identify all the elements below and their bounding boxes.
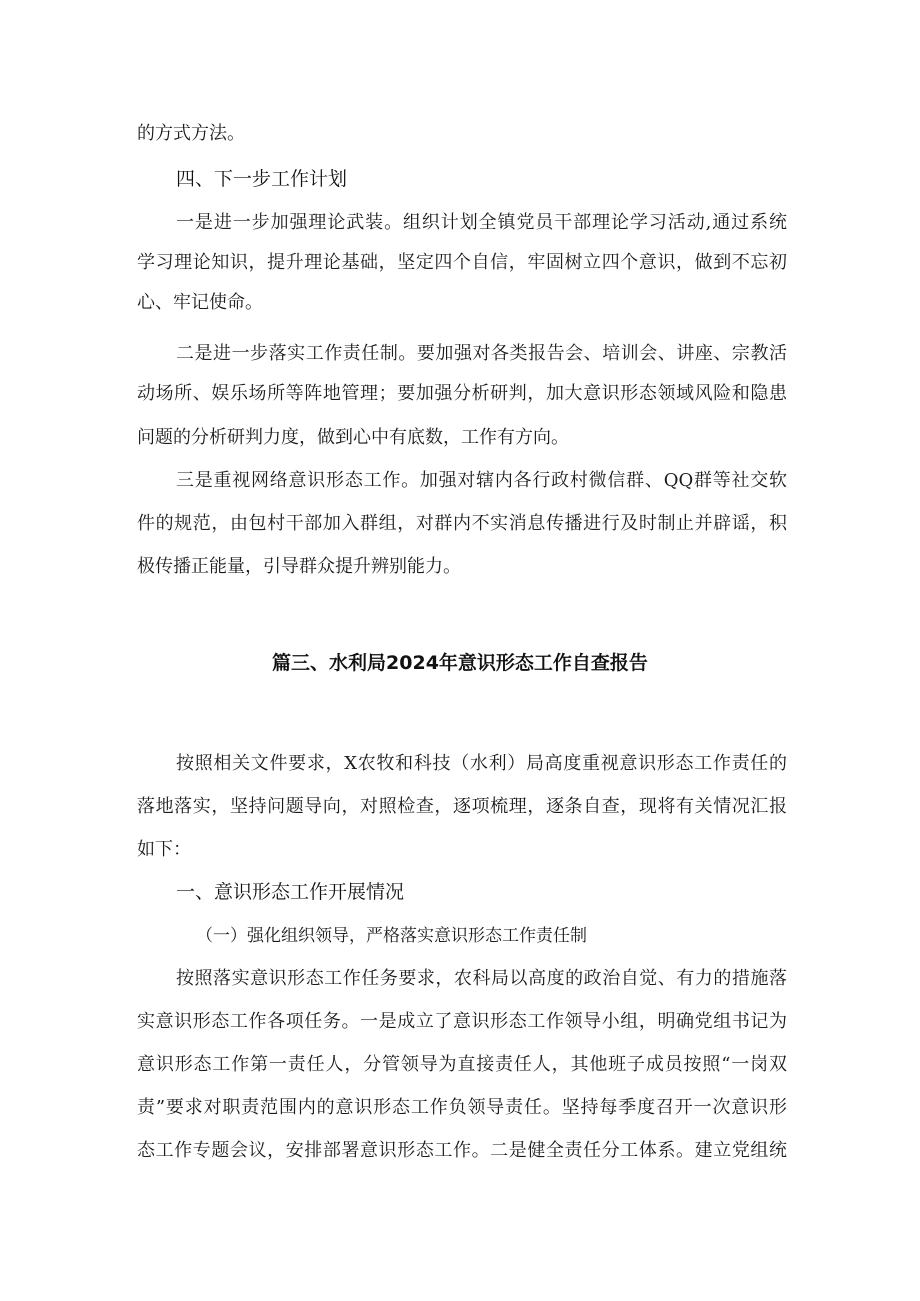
- section-heading-4: 四、下一步工作计划: [176, 168, 348, 190]
- paragraph-line: 三是重视网络意识形态工作。加强对辖内各行政村微信群、QQ群等社交软: [176, 470, 787, 491]
- paragraph-line: 极传播正能量，引导群众提升辨别能力。: [137, 556, 461, 577]
- paragraph-line: 落地落实，坚持问题导向，对照检查，逐项梳理，逐条自查，现将有关情况汇报: [137, 796, 787, 817]
- paragraph-line: 如下：: [137, 839, 191, 860]
- report-title: 篇三、水利局2024年意识形态工作自查报告: [272, 652, 648, 674]
- paragraph-line: 件的规范，由包村干部加入群组，对群内不实消息传播进行及时制止并辟谣，积: [137, 513, 787, 534]
- paragraph-line: 按照落实意识形态工作任务要求，农科局以高度的政治自觉、有力的措施落: [176, 968, 787, 989]
- paragraph-line: 按照相关文件要求，X农牧和科技（水利）局高度重视意识形态工作责任的: [176, 753, 787, 774]
- paragraph-line: 一是进一步加强理论武装。组织计划全镇党员干部理论学习活动,通过系统: [176, 212, 787, 233]
- paragraph-line: 心、牢记使命。: [137, 292, 263, 313]
- paragraph-line: 的方式方法。: [137, 123, 245, 144]
- paragraph-line: 实意识形态工作各项任务。一是成立了意识形态工作领导小组，明确党组书记为: [137, 1011, 787, 1032]
- paragraph-line: 动场所、娱乐场所等阵地管理；要加强分析研判，加大意识形态领域风险和隐患: [137, 383, 787, 404]
- paragraph-line: 态工作专题会议，安排部署意识形态工作。二是健全责任分工体系。建立党组统: [137, 1140, 787, 1161]
- paragraph-line: 学习理论知识，提升理论基础，坚定四个自信，牢固树立四个意识，做到不忘初: [137, 252, 787, 273]
- paragraph-line: 二是进一步落实工作责任制。要加强对各类报告会、培训会、讲座、宗教活: [176, 343, 787, 364]
- subsection-heading: （一）强化组织领导，严格落实意识形态工作责任制: [196, 926, 587, 946]
- section-heading-1: 一、意识形态工作开展情况: [176, 881, 405, 903]
- paragraph-line: 责”要求对职责范围内的意识形态工作负领导责任。坚持每季度召开一次意识形: [137, 1097, 787, 1118]
- paragraph-line: 意识形态工作第一责任人，分管领导为直接责任人，其他班子成员按照“一岗双: [137, 1054, 787, 1075]
- paragraph-line: 问题的分析研判力度，做到心中有底数，工作有方向。: [137, 427, 569, 448]
